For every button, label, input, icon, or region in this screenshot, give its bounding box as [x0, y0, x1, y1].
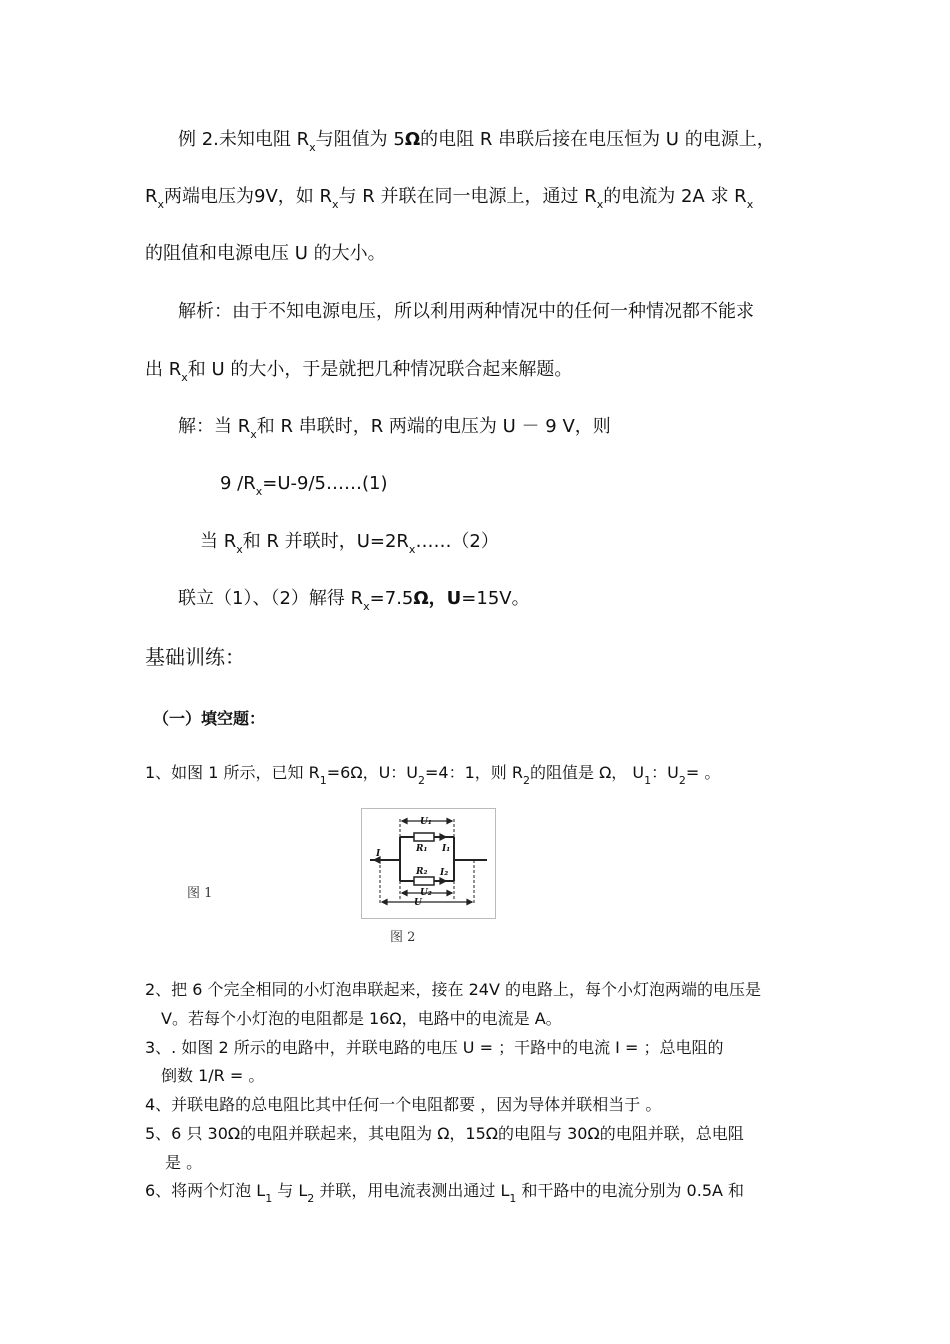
label-i2: I₂ — [440, 868, 449, 878]
figure-1-caption: 图 1 — [187, 886, 213, 901]
subsection-title: （一）填空题： — [153, 709, 266, 728]
solution-line-1: 解：当 $R_x$和 R 串联时，R 两端的电压为 U － 9 V，则 — [178, 416, 611, 441]
label-r1: R₁ — [416, 844, 428, 854]
question-3-line-2: 倒数 1/R = 。 — [161, 1066, 265, 1085]
resistor-r1 — [414, 833, 434, 841]
question-5-line-2: 是 。 — [165, 1153, 203, 1172]
label-u2: U₂ — [420, 888, 432, 898]
circuit-diagram — [361, 808, 496, 919]
analysis-line-1: 解析：由于不知电源电压，所以利用两种情况中的任何一种情况都不能求 — [178, 301, 754, 322]
label-i1: I₁ — [442, 844, 451, 854]
question-5-line-1: 5、6 只 30Ω的电阻并联起来，其电阻为 Ω，15Ω的电阻与 30Ω的电阻并联，总电阻 — [145, 1124, 744, 1143]
question-3-line-1: 3、. 如图 2 所示的电路中，并联电路的电压 U = ；干路中的电流 I = ；总电阻的 — [145, 1038, 724, 1057]
label-u: U — [414, 898, 422, 908]
label-r2: R₂ — [416, 867, 428, 877]
question-4: 4、并联电路的总电阻比其中任何一个电阻都要 ，因为导体并联相当于 。 — [145, 1095, 662, 1114]
question-2-line-1: 2、把 6 个完全相同的小灯泡串联起来，接在 24V 的电路上，每个小灯泡两端的电压是 — [145, 980, 762, 999]
example-line-1: 例 2.未知电阻 $R_x$与阻值为 5Ω的电阻 R 串联后接在电压恒为 U 的电源上， — [178, 129, 775, 154]
analysis-line-2: 出 $R_x$和 U 的大小，于是就把几种情况联合起来解题。 — [145, 359, 573, 384]
question-1: 1、如图 1 所示，已知 $R_1=6\Omega$，U：$U_2=4$：1，则 $R_2$的阻值是 Ω， $U_1$：$U_2=$ 。 — [145, 763, 721, 787]
example-line-3: 的阻值和电源电压 U 的大小。 — [145, 243, 386, 264]
figure-2-caption: 图 2 — [390, 930, 416, 945]
equation-2: 当 $R_x$和 R 并联时，$U=2R_x\dots\dots(2)$ — [200, 531, 499, 556]
solution-result: 联立（1）、（2）解得 $R_x=7.5\Omega$，U=15V。 — [178, 588, 530, 613]
label-u1: U₁ — [420, 817, 432, 827]
example-line-2: $R_x$两端电压为9V，如 $R_x$与 R 并联在同一电源上，通过 $R_x$的电流为 2A 求 $R_x$ — [145, 186, 754, 211]
question-6: 6、将两个灯泡 $L_1$ 与 $L_2$ 并联，用电流表测出通过 $L_1$ 和干路中的电流分别为 0.5A 和 — [145, 1181, 745, 1205]
question-2-line-2: V。若每个小灯泡的电阻都是 16Ω，电路中的电流是 A。 — [161, 1009, 562, 1028]
resistor-r2 — [414, 877, 434, 885]
circuit-svg — [362, 809, 495, 918]
equation-1: 9 $/R_x=U-9/5\dots\dots(1)$ — [220, 473, 388, 498]
label-i: I — [376, 849, 381, 859]
section-title: 基础训练： — [145, 645, 245, 669]
